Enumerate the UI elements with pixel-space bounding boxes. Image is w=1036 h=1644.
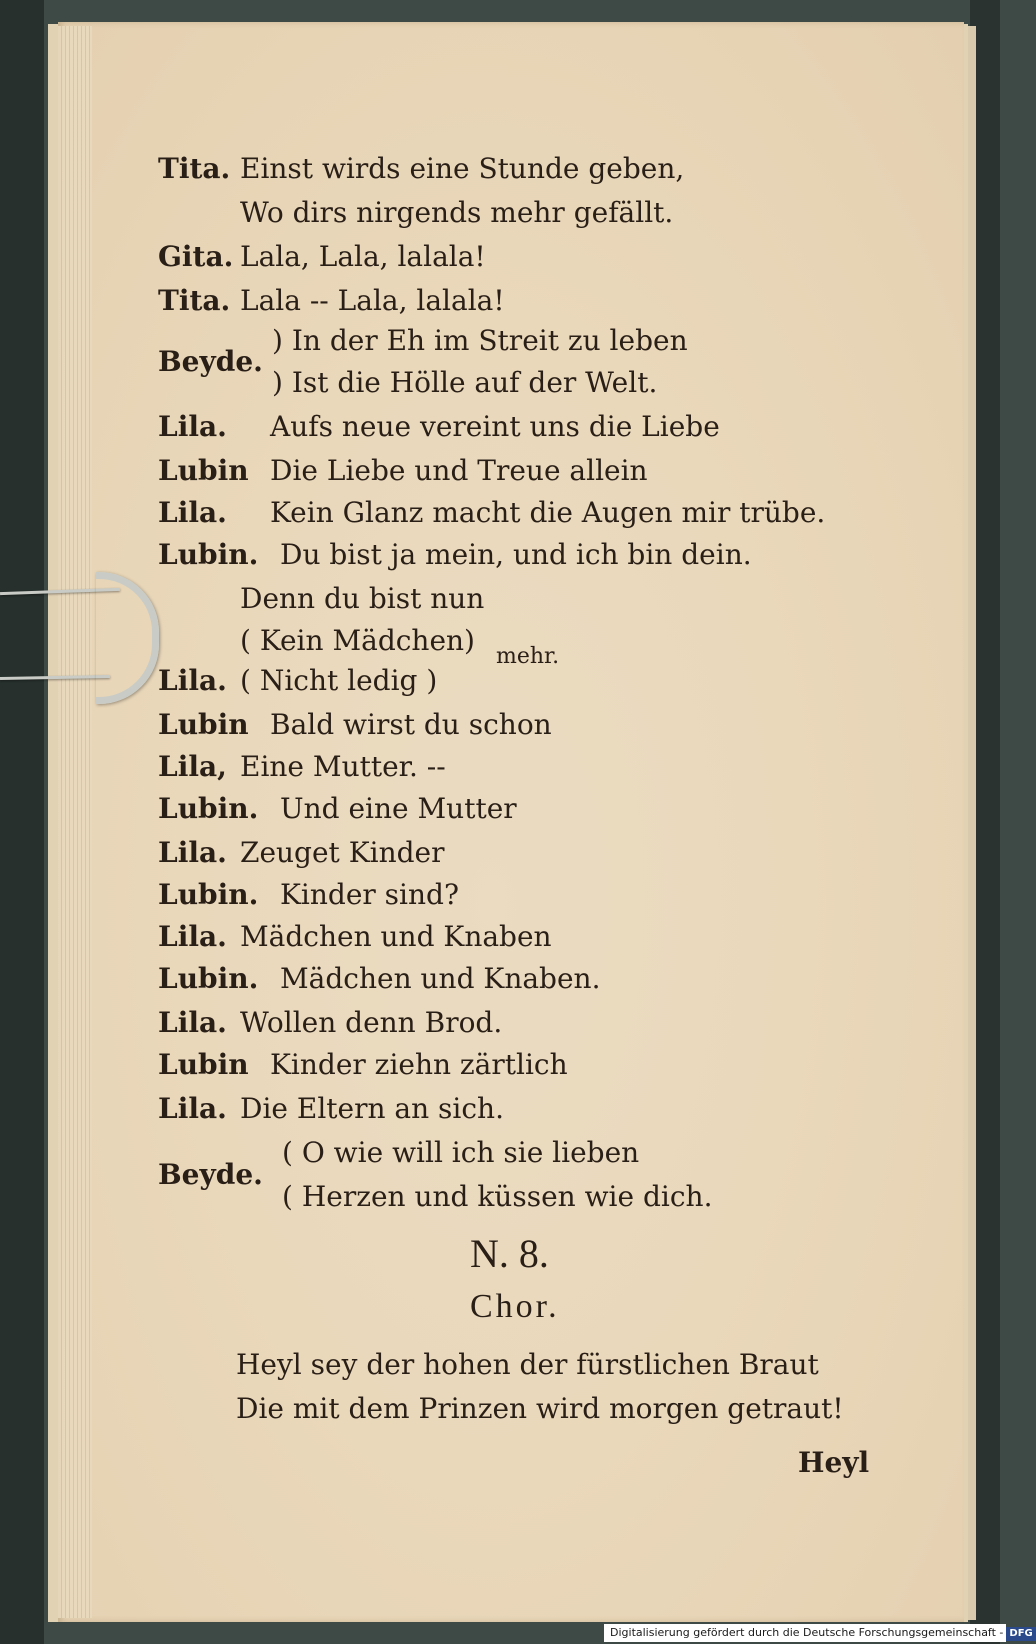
line-text: ( O wie will ich sie lieben (282, 1136, 640, 1169)
dialogue-line (158, 664, 437, 697)
dialogue-line (158, 708, 552, 741)
dialogue-line (158, 240, 486, 273)
speaker: Lila. (158, 1006, 227, 1039)
page-edges (58, 26, 92, 1618)
line-text: Wollen denn Brod. (240, 1006, 503, 1039)
dialogue-line (272, 324, 688, 357)
speaker-beyde (158, 345, 263, 378)
dialogue-line (158, 454, 648, 487)
bracket-word (496, 644, 559, 669)
dialogue-line (158, 1048, 568, 1081)
speaker: Beyde. (158, 1158, 263, 1191)
line-text: mehr. (496, 644, 560, 669)
speaker: Tita. (158, 284, 231, 317)
line-text: Du bist ja mein, und ich bin dein. (280, 538, 752, 571)
section-title: Chor. (470, 1288, 560, 1325)
line-text: ( Herzen und küssen wie dich. (282, 1180, 713, 1213)
line-text: ( Kein Mädchen) (240, 624, 475, 657)
speaker: Lila. (158, 1092, 227, 1125)
speaker: Gita. (158, 240, 234, 273)
speaker: Lila, (158, 750, 227, 783)
line-text: Wo dirs nirgends mehr gefällt. (240, 196, 674, 229)
dialogue-line (158, 792, 517, 825)
line-text: Mädchen und Knaben (240, 920, 552, 953)
line-text: ) Ist die Hölle auf der Welt. (272, 366, 658, 399)
dialogue-line (240, 582, 484, 615)
line-text: Aufs neue vereint uns die Liebe (270, 410, 720, 443)
scan-background-left (0, 0, 44, 1644)
dialogue-line (158, 284, 505, 317)
dialogue-line (158, 962, 600, 995)
speaker: Lubin. (158, 538, 259, 571)
line-text: Die Eltern an sich. (240, 1092, 504, 1125)
dialogue-line (158, 836, 445, 869)
speaker: Lila. (158, 496, 227, 529)
dfg-logo: DFG (1006, 1627, 1035, 1641)
line-text: Denn du bist nun (240, 582, 485, 615)
dialogue-line (158, 920, 552, 953)
speaker: Lubin (158, 454, 249, 487)
chorus-line: Heyl sey der hohen der fürstlichen Braut (236, 1348, 819, 1381)
line-text: Mädchen und Knaben. (280, 962, 601, 995)
dialogue-line (158, 878, 459, 911)
dialogue-line (158, 1092, 504, 1125)
speaker: Lila. (158, 664, 227, 697)
chorus-line: Die mit dem Prinzen wird morgen getraut! (236, 1392, 844, 1425)
footer-text: Digitalisierung gefördert durch die Deutsche Forschungsgemeinschaft - (610, 1626, 1004, 1639)
dialogue-line (158, 750, 446, 783)
dialogue-line (240, 624, 475, 657)
footer-credit (604, 1624, 1033, 1642)
catchword: Heyl (798, 1446, 870, 1479)
line-text: Zeuget Kinder (240, 836, 445, 869)
line-text: Einst wirds eine Stunde geben, (240, 152, 685, 185)
line-text: Kinder sind? (280, 878, 459, 911)
facing-page-edge (968, 26, 976, 1620)
line-text: Lala -- Lala, lalala! (240, 284, 505, 317)
speaker: Lila. (158, 410, 227, 443)
line-text: ) In der Eh im Streit zu leben (272, 324, 688, 357)
line-text: Die Liebe und Treue allein (270, 454, 648, 487)
dialogue-line (282, 1136, 639, 1169)
speaker: Lubin. (158, 962, 259, 995)
dialogue-line (158, 538, 752, 571)
line-text: ( Nicht ledig ) (240, 664, 438, 697)
line-text: Eine Mutter. -- (240, 750, 446, 783)
line-text: Kein Glanz macht die Augen mir trübe. (270, 496, 826, 529)
speaker: Lubin. (158, 792, 259, 825)
dialogue-line (282, 1180, 712, 1213)
dialogue-line (158, 1006, 502, 1039)
speaker: Tita. (158, 152, 231, 185)
line-text: Bald wirst du schon (270, 708, 552, 741)
dialogue-line (158, 152, 684, 185)
speaker-beyde (158, 1158, 263, 1191)
dialogue-line (158, 496, 825, 529)
dialogue-line (158, 410, 720, 443)
speaker: Lubin (158, 1048, 249, 1081)
speaker: Lubin. (158, 878, 259, 911)
line-text: Lala, Lala, lalala! (240, 240, 486, 273)
speaker: Beyde. (158, 345, 263, 378)
speaker: Lila. (158, 836, 227, 869)
dialogue-line (240, 196, 673, 229)
speaker: Lubin (158, 708, 249, 741)
section-number: N. 8. (470, 1231, 549, 1276)
line-text: Kinder ziehn zärtlich (270, 1048, 568, 1081)
dialogue-line (272, 366, 657, 399)
line-text: Und eine Mutter (280, 792, 517, 825)
speaker: Lila. (158, 920, 227, 953)
